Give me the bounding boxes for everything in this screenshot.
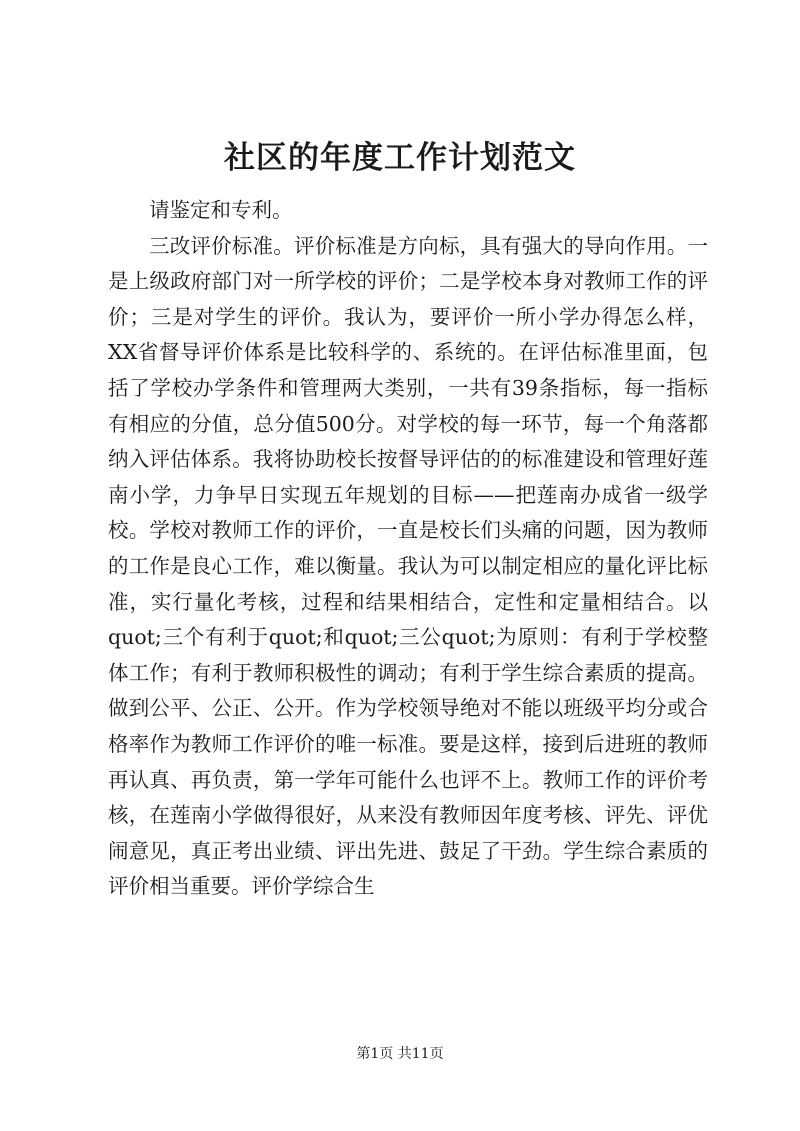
document-body: [108, 193, 708, 905]
paragraph: 请鉴定和专利。: [149, 198, 293, 222]
page-number: 第1页 共11页: [356, 1046, 444, 1062]
paragraph: 三改评价标准。评价标准是方向标，具有强大的导向作用。一是上级政府部门对一所学校的评价；二是学校本身对教师工作的评价；三是对学生的评价。我认为，要评价一所小学办得怎么样，XX省督导评价体系是比较科学的、系统的。在评估标准里面，包括了学校办学条件和管理两大类别，一共有39条指标，每一指标有相应的分值，总分值500分。对学校的每一环节，每一个角落都纳入评估体系。我将协助校长按督导评估的的标准建设和管理好莲南小学，力争早日实现五年规划的目标——把莲南办成省一级学校。学校对教师工作的评价，一直是校长们头痛的问题，因为教师的工作是良心工作，难以衡量。我认为可以制定相应的量化评比标准，实行量化考核，过程和结果相结合，定性和定量相结合。以quot;三个有利于quot;和quot;三公quot;为原则：有利于学校整体工作；有利于教师积极性的调动；有利于学生综合素质的提高。做到公平、公正、公开。作为学校领导绝对不能以班级平均分或合格率作为教师工作评价的唯一标准。要是这样，接到后进班的教师再认真、再负责，第一学年可能什么也评不上。教师工作的评价考核，在莲南小学做得很好，从来没有教师因年度考核、评先、评优闹意见，真正考出业绩、评出先进、鼓足了干劲。学生综合素质的评价相当重要。评价学综合生: [108, 233, 708, 899]
document-title: 社区的年度工作计划范文: [224, 140, 576, 176]
